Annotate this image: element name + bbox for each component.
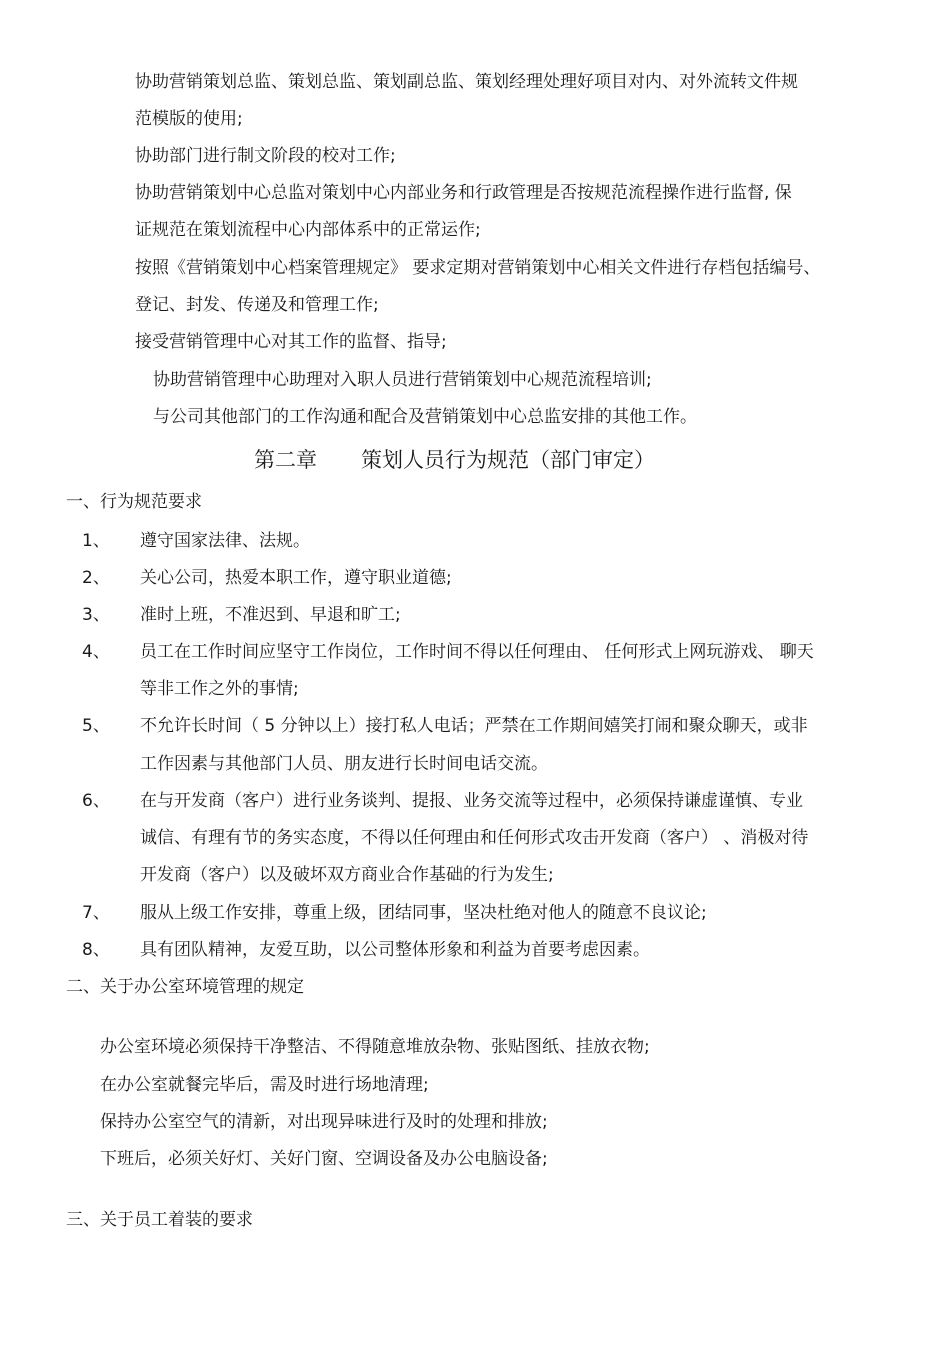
item-text: 在与开发商（客户）进行业务谈判、提报、业务交流等过程中，必须保持谦虚谨慎、专业 [140,791,803,811]
item-text: 员工在工作时间应坚守工作岗位，工作时间不得以任何理由、 任何形式上网玩游戏、 聊天 [140,642,814,662]
chapter-number: 第二章 [254,448,317,472]
item-number: 6、 [82,791,110,811]
section-heading: 二、关于办公室环境管理的规定 [66,977,304,997]
intro-line: 协助营销策划总监、策划总监、策划副总监、策划经理处理好项目对内、对外流转文件规 [135,72,798,92]
item-number: 8、 [82,940,110,960]
item-number: 5、 [82,716,110,736]
rule-line: 在办公室就餐完毕后，需及时进行场地清理; [100,1075,429,1095]
intro-line: 协助营销管理中心助理对入职人员进行营销策划中心规范流程培训; [153,370,652,390]
item-text: 准时上班，不准迟到、早退和旷工; [140,605,401,625]
item-text: 具有团队精神，友爱互助，以公司整体形象和利益为首要考虑因素。 [140,940,650,960]
rule-line: 下班后，必须关好灯、关好门窗、空调设备及办公电脑设备; [100,1149,548,1169]
section-heading: 三、关于员工着装的要求 [66,1210,253,1230]
intro-line: 接受营销管理中心对其工作的监督、指导; [135,332,447,352]
item-text: 工作因素与其他部门人员、朋友进行长时间电话交流。 [140,754,548,774]
item-text: 服从上级工作安排，尊重上级，团结同事，坚决杜绝对他人的随意不良议论; [140,903,707,923]
item-number: 1、 [82,531,110,551]
item-number: 2、 [82,568,110,588]
item-number: 3、 [82,605,110,625]
intro-line: 与公司其他部门的工作沟通和配合及营销策划中心总监安排的其他工作。 [153,407,697,427]
rule-line: 办公室环境必须保持干净整洁、不得随意堆放杂物、张贴图纸、挂放衣物; [100,1037,650,1057]
item-text: 不允许长时间（ 5 分钟以上）接打私人电话；严禁在工作期间嬉笑打闹和聚众聊天，或非 [140,716,808,736]
item-text: 关心公司，热爱本职工作，遵守职业道德; [140,568,452,588]
item-text: 等非工作之外的事情; [140,679,299,699]
item-text: 开发商（客户）以及破坏双方商业合作基础的行为发生; [140,865,554,885]
section-heading: 一、行为规范要求 [66,492,202,512]
intro-line: 登记、封发、传递及和管理工作; [135,295,379,315]
intro-line: 按照《营销策划中心档案管理规定》 要求定期对营销策划中心相关文件进行存档包括编号、 [135,258,821,278]
item-text: 遵守国家法律、法规。 [140,531,310,551]
intro-line: 证规范在策划流程中心内部体系中的正常运作; [135,220,481,240]
intro-line: 范模版的使用; [135,109,243,129]
rule-line: 保持办公室空气的清新，对出现异味进行及时的处理和排放; [100,1112,548,1132]
intro-line: 协助营销策划中心总监对策划中心内部业务和行政管理是否按规范流程操作进行监督, 保 [135,183,792,203]
chapter-name: 策划人员行为规范（部门审定） [361,448,655,472]
item-number: 4、 [82,642,110,662]
chapter-title [254,446,655,474]
intro-line: 协助部门进行制文阶段的校对工作; [135,146,396,166]
item-text: 诚信、有理有节的务实态度，不得以任何理由和任何形式攻击开发商（客户） 、消极对待 [140,828,809,848]
item-number: 7、 [82,903,110,923]
